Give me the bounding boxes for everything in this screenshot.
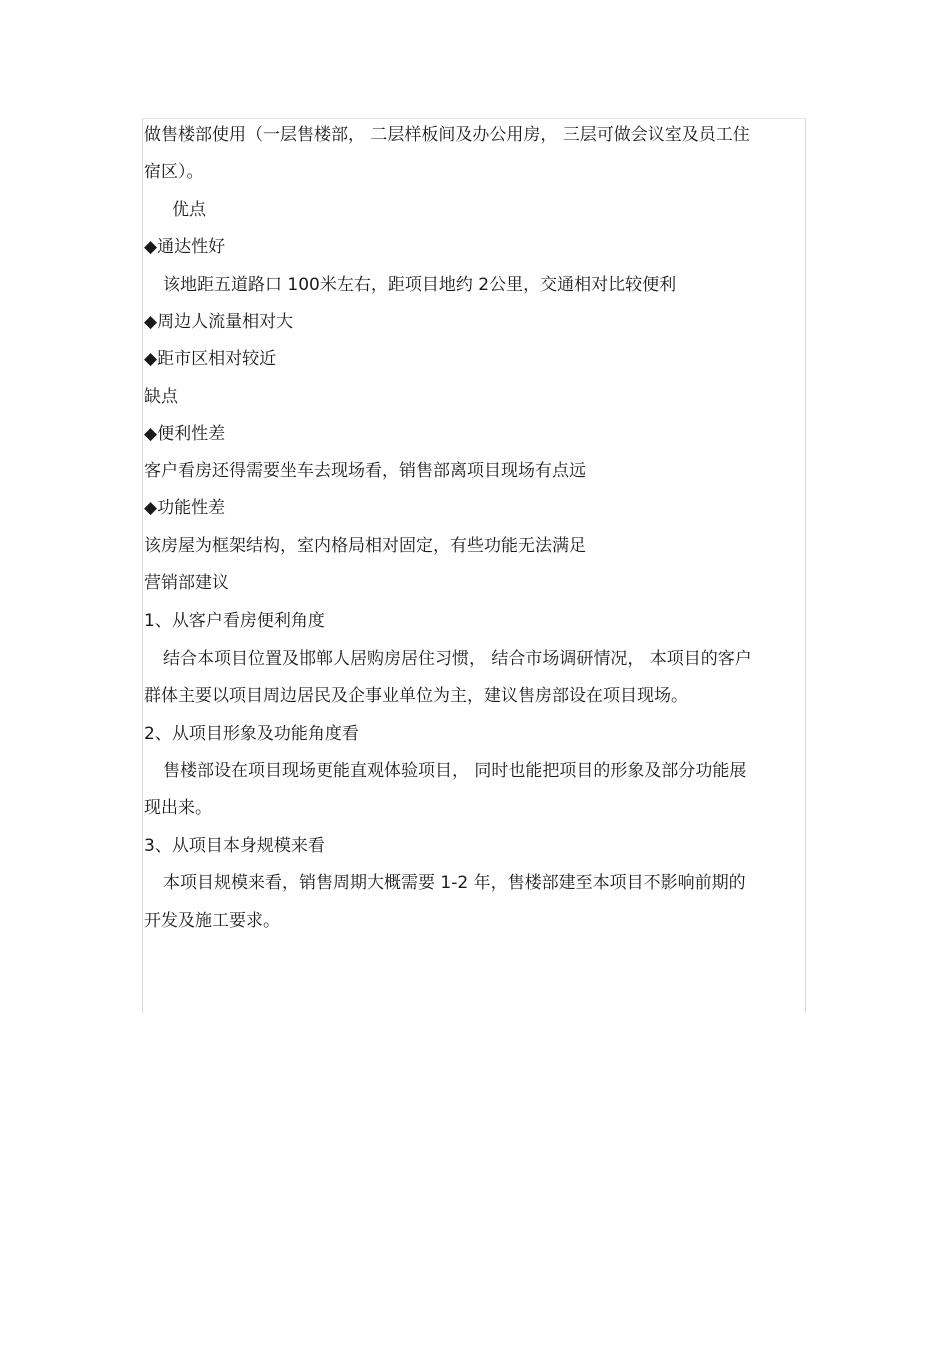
paragraph-line: 该房屋为框架结构，室内格局相对固定，有些功能无法满足	[144, 536, 586, 556]
paragraph-line: 现出来。	[144, 798, 212, 818]
bullet-item: ◆周边人流量相对大	[144, 312, 294, 332]
numbered-heading: 3、从项目本身规模来看	[144, 836, 325, 856]
paragraph-line: 售楼部设在项目现场更能直观体验项目， 同时也能把项目的形象及部分功能展	[163, 761, 747, 781]
heading-advantages: 优点	[172, 200, 206, 220]
bullet-item: ◆功能性差	[144, 498, 226, 518]
bullet-item: ◆便利性差	[144, 424, 226, 444]
paragraph-line: 开发及施工要求。	[144, 911, 280, 931]
paragraph-line: 客户看房还得需要坐车去现场看，销售部离项目现场有点远	[144, 461, 586, 481]
bullet-item: ◆距市区相对较近	[144, 349, 277, 369]
heading-disadvantages: 缺点	[144, 387, 178, 407]
paragraph-line: 该地距五道路口 100米左右，距项目地约 2公里，交通相对比较便利	[163, 275, 677, 295]
numbered-heading: 1、从客户看房便利角度	[144, 611, 325, 631]
bullet-item: ◆通达性好	[144, 237, 226, 257]
heading-suggestions: 营销部建议	[144, 573, 229, 593]
paragraph-line: 结合本项目位置及邯郸人居购房居住习惯， 结合市场调研情况， 本项目的客户	[163, 649, 752, 669]
paragraph-line: 本项目规模来看，销售周期大概需要 1-2 年，售楼部建至本项目不影响前期的	[163, 873, 746, 893]
paragraph-line: 群体主要以项目周边居民及企事业单位为主，建议售房部设在项目现场。	[144, 686, 688, 706]
paragraph-line: 宿区）。	[144, 162, 204, 182]
paragraph-line: 做售楼部使用（一层售楼部， 二层样板间及办公用房， 三层可做会议室及员工住	[144, 125, 750, 145]
numbered-heading: 2、从项目形象及功能角度看	[144, 724, 359, 744]
